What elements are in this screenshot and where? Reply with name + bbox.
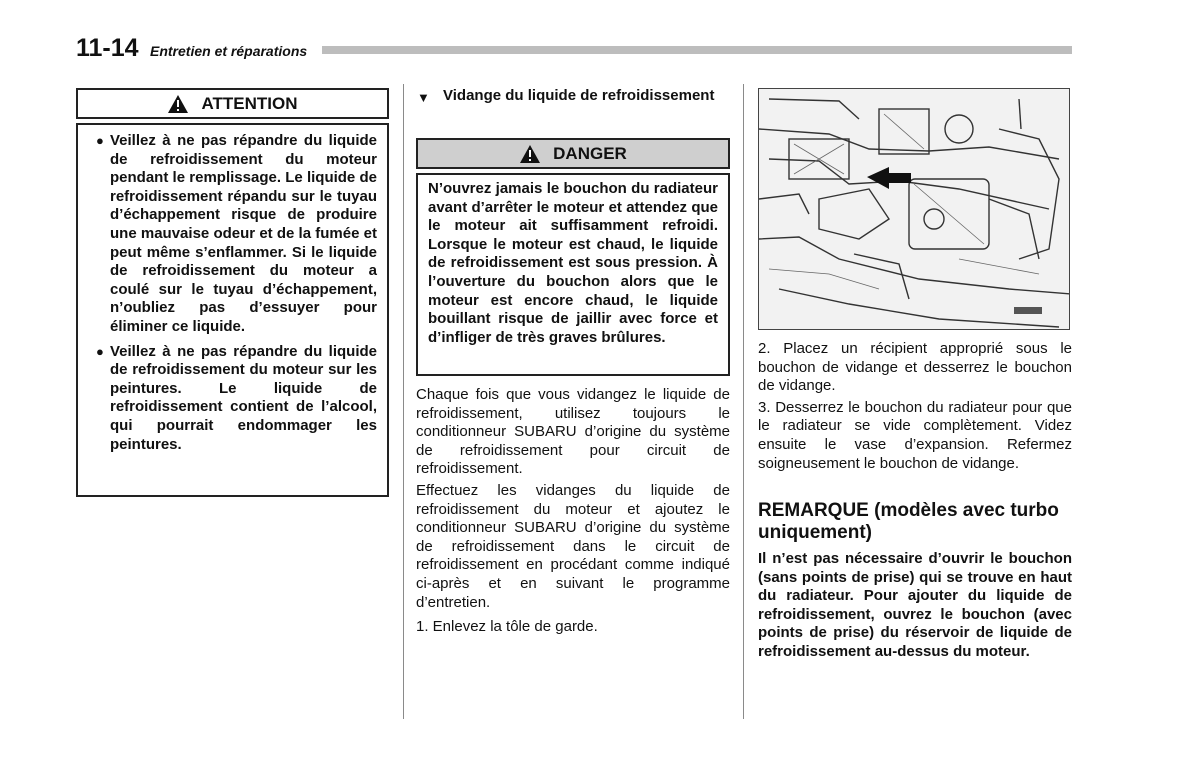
paragraph: Effectuez les vidanges du liquide de refroidissement du moteur et ajoutez le conditionneur SUBARU d’origine du système de refroidissement dans le circuit de refroidissement en procédant comme indiqué ci-après et en suivant le programme d’entretien. [416,481,730,611]
engine-drawing [759,89,1070,330]
danger-text: N’ouvrez jamais le bouchon du radiateur avant d’arrêter le moteur et attendez que le moteur ait suffisamment refroidi. Lorsque le moteur est chaud, le liquide de refroidissement est sous pression. À l’ouverture du bouchon alors que le moteur est encore chaud, le liquide bouillant risque de jaillir avec force et d’infliger de très graves brûlures. [428,180,718,346]
paragraph: Chaque fois que vous vidangez le liquide de refroidissement, utilisez toujours le conditionneur SUBARU d’origine du système de refroidissement pour circuit de refroidissement. [416,386,730,478]
list-item: ● Veillez à ne pas répandre du liquide de refroidissement du moteur pendant le remplissage. Le liquide de refroidissement répandu sur le tuyau d’échappement risque de produire une mauvaise odeur et de la fumée et peut même s’enflammer. Si le liquide de refroidissement du moteur a coulé sur le tuyau d’échappement, n’oubliez pas d’essuyer pour éliminer ce liquide. [96,132,377,335]
column-divider [743,84,744,719]
bullet-icon: ● [96,133,104,148]
step-2: 2. Placez un récipient approprié sous le bouchon de vidange et desserrez le bouchon de vidange. [758,340,1072,395]
danger-body [416,173,730,376]
step-1: 1. Enlevez la tôle de garde. [416,618,598,636]
section-title: Entretien et réparations [150,43,308,59]
attention-title: ATTENTION [201,93,298,113]
middle-text [416,386,730,640]
warning-triangle-icon [519,144,541,164]
warning-triangle-icon [167,94,189,114]
bullet-icon: ● [96,343,104,359]
attention-list [86,132,377,454]
danger-title: DANGER [553,143,627,163]
column-divider [403,84,404,719]
list-item: ● Veillez à ne pas répandre du liquide de refroidissement du moteur sur les peintures. Le liquide de refroidissement contient de l’alcool, qui pourrait endommager les peintures. [96,342,377,453]
attention-body [76,123,389,497]
remark-text: Il n’est pas nécessaire d’ouvrir le bouchon (sans points de prise) qui se trouve en haut du radiateur. Pour ajouter du liquide de refroidissement, ouvrez le bouchon (avec points de prise) du réservoir de liquide de refroidissement au-dessus du moteur. [758,550,1072,660]
attention-header [76,88,389,119]
engine-illustration [758,88,1070,330]
section-heading: ▼ Vidange du liquide de refroidissement [417,87,715,105]
step-3: 3. Desserrez le bouchon du radiateur pour que le radiateur se vide complètement. Videz ensuite le vase d’expansion. Refermez soigneusement le bouchon de vidange. [758,398,1072,472]
remark-title: REMARQUE (modèles avec turbo uniquement) [758,500,1059,543]
danger-header [416,138,730,169]
header-rule [322,46,1072,54]
triangle-down-icon: ▼ [417,90,430,105]
right-text [758,340,1072,476]
page-number: 11-14 [76,34,139,62]
